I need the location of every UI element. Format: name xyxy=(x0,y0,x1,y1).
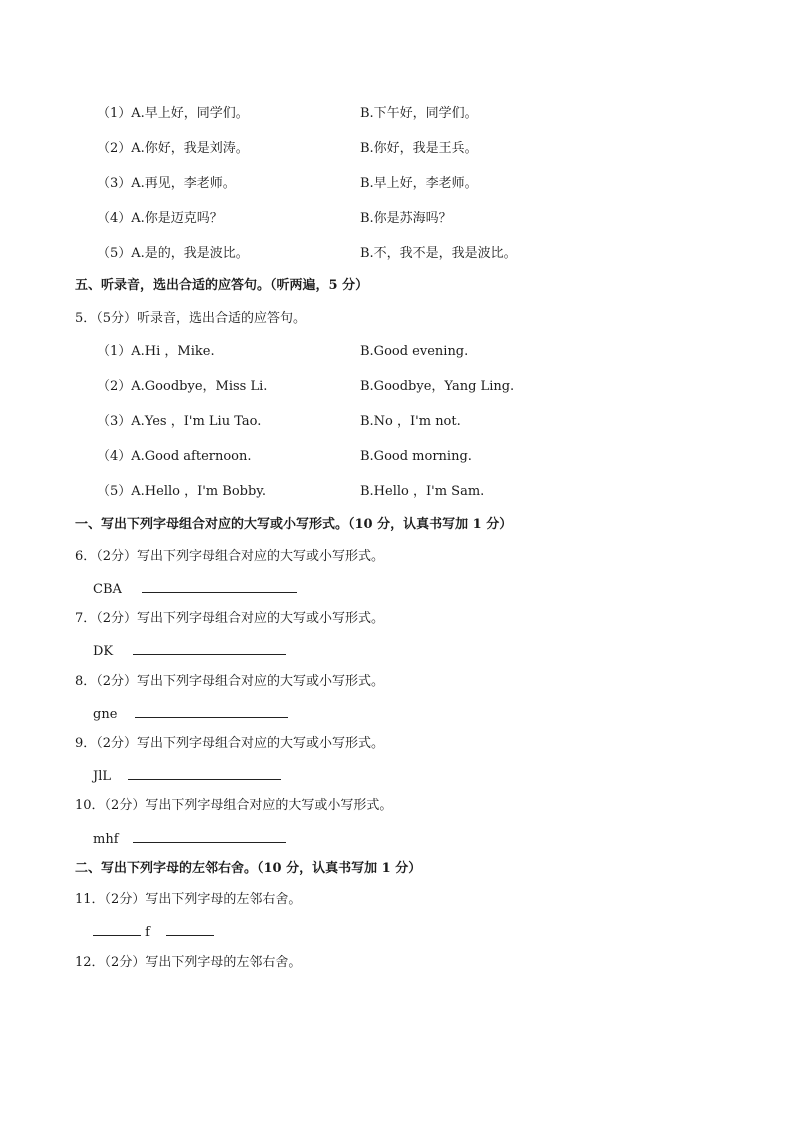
q11-letter: f xyxy=(145,925,150,940)
q4-option-5-b: B.不，我不是，我是波比。 xyxy=(360,246,517,261)
q11-left-blank[interactable] xyxy=(93,923,141,936)
q4-option-4-a: （4）A.你是迈克吗？ xyxy=(97,211,223,226)
q5-option-2-a: （2）A.Goodbye，Miss Li. xyxy=(97,379,268,394)
q5-option-5-a: （5）A.Hello ，I'm Bobby. xyxy=(97,484,267,499)
q7-answer-blank[interactable] xyxy=(133,642,286,655)
q9-answer-row xyxy=(93,767,281,785)
q5-option-2-b: B.Goodbye，Yang Ling. xyxy=(360,379,515,394)
q4-option-2-a: （2）A.你好，我是刘涛。 xyxy=(97,141,249,156)
q9-stem: 9．（2分）写出下列字母组合对应的大写或小写形式。 xyxy=(75,736,385,751)
q8-letters: gne xyxy=(93,707,118,722)
q4-option-2-b: B.你好，我是王兵。 xyxy=(360,141,478,156)
q10-stem: 10．（2分）写出下列字母组合对应的大写或小写形式。 xyxy=(75,798,393,813)
q7-answer-row xyxy=(93,642,286,660)
q5-option-4-a: （4）A.Good afternoon. xyxy=(97,449,252,464)
q6-answer-row xyxy=(93,580,297,598)
q11-answer-row xyxy=(93,923,214,941)
q4-option-1-b: B.下午好，同学们。 xyxy=(360,106,478,121)
part2-header: 二、写出下列字母的左邻右舍。（10 分，认真书写加 1 分） xyxy=(75,861,422,876)
q6-answer-blank[interactable] xyxy=(142,580,297,593)
q8-stem: 8．（2分）写出下列字母组合对应的大写或小写形式。 xyxy=(75,674,385,689)
section5-header: 五、听录音，选出合适的应答句。（听两遍，5 分） xyxy=(75,278,369,293)
q5-option-3-b: B.No ，I'm not. xyxy=(360,414,461,429)
q5-stem: 5．（5分）听录音，选出合适的应答句。 xyxy=(75,311,307,326)
q12-stem: 12．（2分）写出下列字母的左邻右舍。 xyxy=(75,955,302,970)
q4-option-1-a: （1）A.早上好，同学们。 xyxy=(97,106,249,121)
q7-stem: 7．（2分）写出下列字母组合对应的大写或小写形式。 xyxy=(75,611,385,626)
q7-letters: DK xyxy=(93,644,114,659)
q8-answer-row xyxy=(93,705,288,723)
part1-header: 一、写出下列字母组合对应的大写或小写形式。（10 分，认真书写加 1 分） xyxy=(75,517,513,532)
q6-stem: 6．（2分）写出下列字母组合对应的大写或小写形式。 xyxy=(75,549,385,564)
q9-letters: JlL xyxy=(93,769,112,784)
q10-answer-blank[interactable] xyxy=(133,830,286,843)
q4-option-4-b: B.你是苏海吗？ xyxy=(360,211,452,226)
q4-option-3-a: （3）A.再见，李老师。 xyxy=(97,176,236,191)
q10-letters: mhf xyxy=(93,832,119,847)
q6-letters: CBA xyxy=(93,582,122,597)
q4-option-3-b: B.早上好，李老师。 xyxy=(360,176,478,191)
q9-answer-blank[interactable] xyxy=(128,767,281,780)
q4-option-5-a: （5）A.是的，我是波比。 xyxy=(97,246,249,261)
q5-option-5-b: B.Hello ，I'm Sam. xyxy=(360,484,485,499)
q5-option-1-a: （1）A.Hi ，Mike. xyxy=(97,344,215,359)
q10-answer-row xyxy=(93,830,286,848)
q11-stem: 11．（2分）写出下列字母的左邻右舍。 xyxy=(75,892,302,907)
q5-option-1-b: B.Good evening. xyxy=(360,344,469,359)
q5-option-4-b: B.Good morning. xyxy=(360,449,472,464)
q5-option-3-a: （3）A.Yes ，I'm Liu Tao. xyxy=(97,414,262,429)
q8-answer-blank[interactable] xyxy=(135,705,288,718)
q11-right-blank[interactable] xyxy=(166,923,214,936)
